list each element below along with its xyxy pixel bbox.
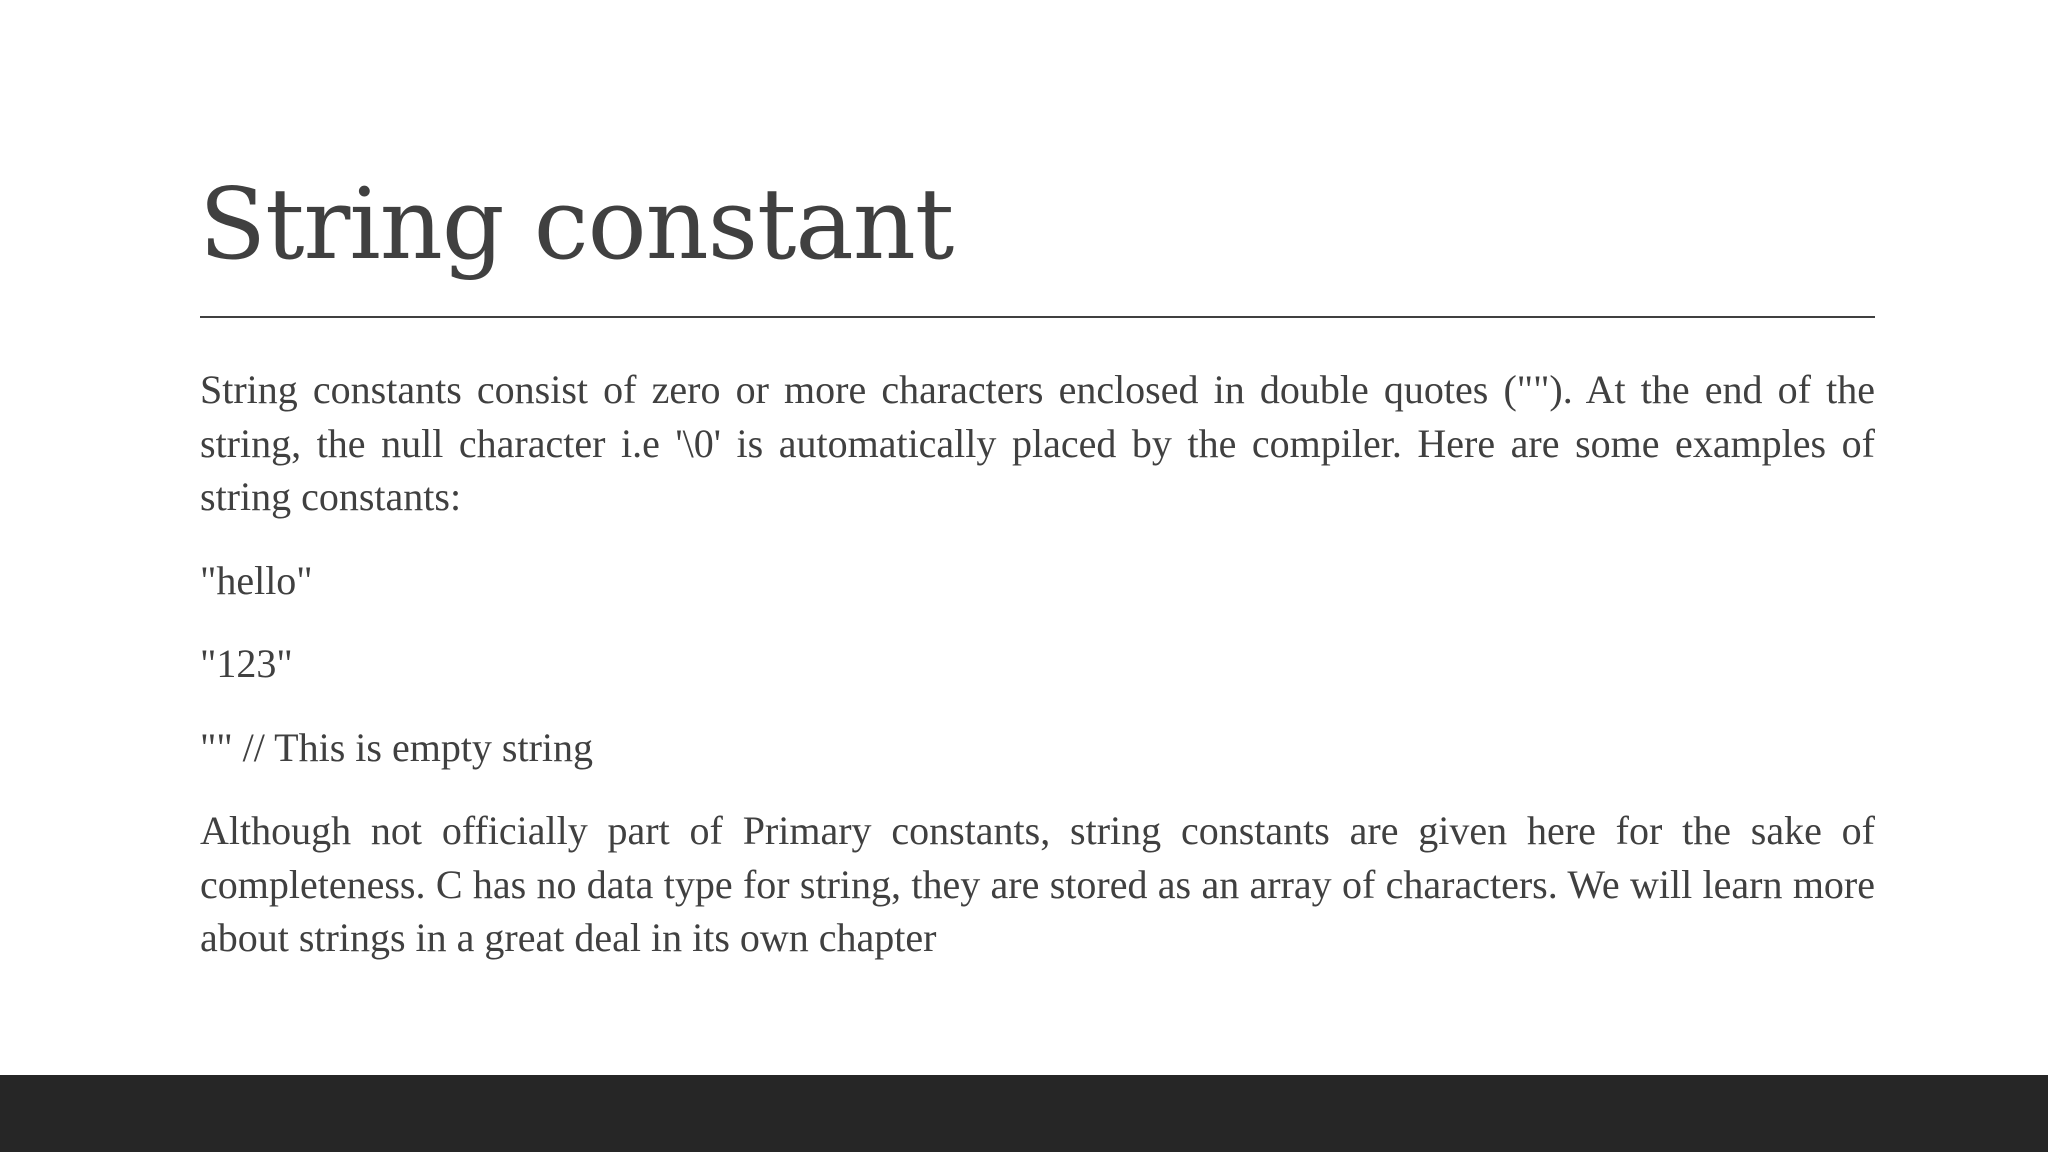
body-paragraph-closing: Although not officially part of Primary constants, string constants are given here for the sake of completeness. C has no data type for string, they are stored as an array of characters. We will learn more about strings in a great deal in its own chapter [200,808,1875,960]
example-empty-string: "" // This is empty string [200,724,594,770]
body-paragraph-intro: String constants consist of zero or more characters enclosed in double quotes (""). At the end of the string, the null character i.e '\0' is automatically placed by the compiler. Here are some examples of string constants: [200,367,1875,519]
slide-title: String constant [199,168,954,282]
title-divider [200,316,1875,318]
footer-bar [0,1075,2048,1152]
slide-body [200,363,1875,995]
example-hello: "hello" [200,557,313,603]
example-123: "123" [200,641,293,686]
